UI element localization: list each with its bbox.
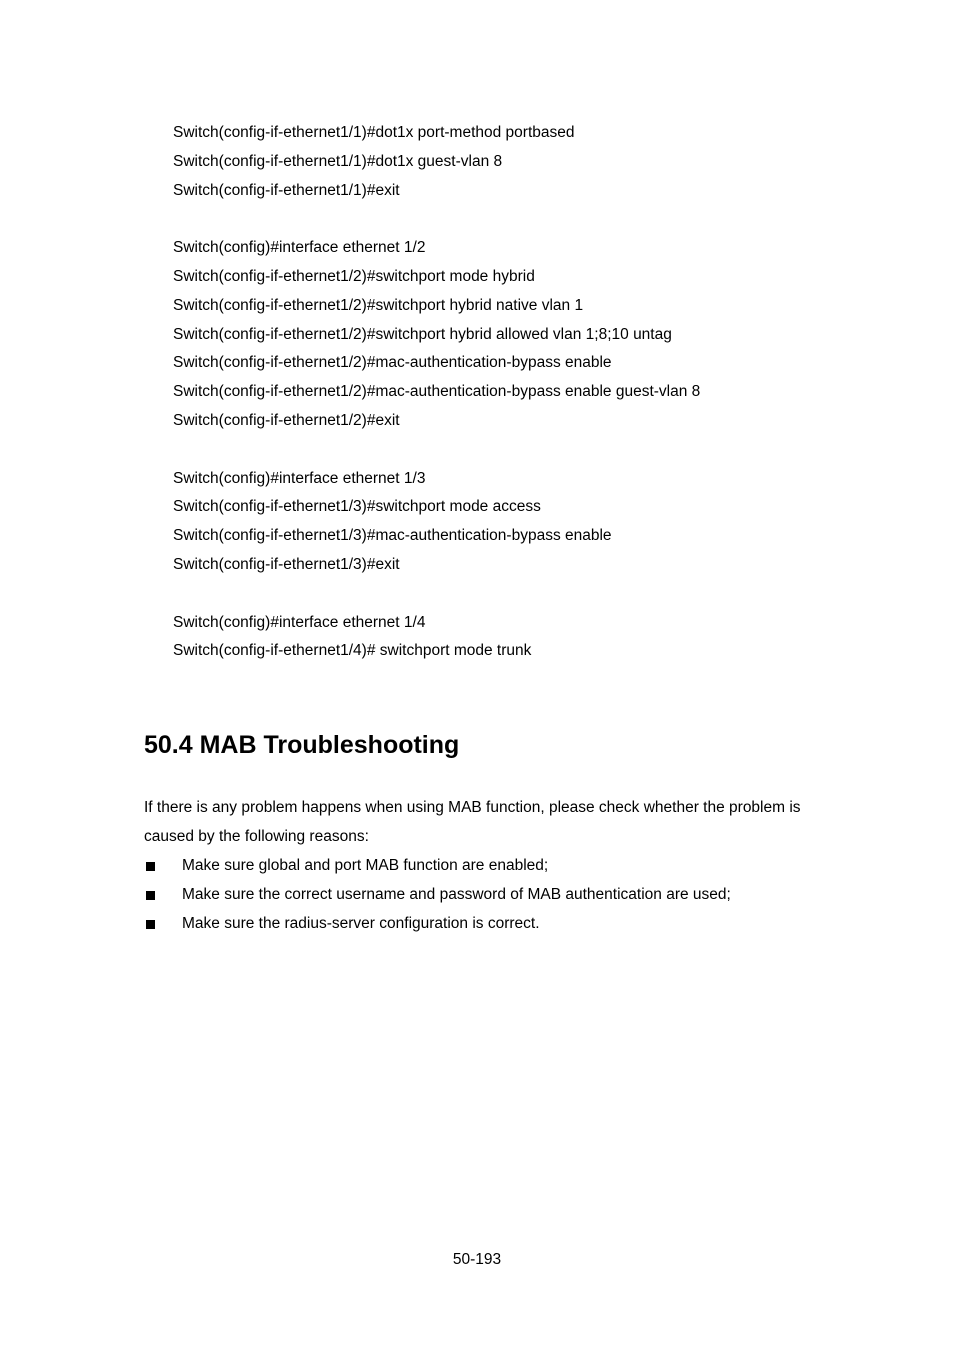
code-line: Switch(config-if-ethernet1/3)#exit (173, 555, 400, 573)
page-number: 50-193 (452, 1251, 502, 1268)
code-line: Switch(config-if-ethernet1/3)#switchport mode access (173, 498, 541, 516)
code-line: Switch(config)#interface ethernet 1/2 (173, 239, 426, 257)
code-line: Switch(config)#interface ethernet 1/3 (173, 469, 426, 487)
list-item (144, 910, 844, 939)
code-line: Switch(config-if-ethernet1/2)#switchport hybrid allowed vlan 1;8;10 untag (173, 325, 672, 343)
list-item-text: Make sure global and port MAB function are enabled; (182, 857, 549, 874)
list-item (144, 881, 844, 910)
code-line: Switch(config-if-ethernet1/4)# switchport mode trunk (173, 642, 532, 660)
code-line: Switch(config-if-ethernet1/2)#switchport mode hybrid (173, 267, 535, 285)
intro-paragraph: If there is any problem happens when using MAB function, please check whether the problem is caused by the following reasons: (144, 799, 801, 845)
code-line: Switch(config-if-ethernet1/2)#mac-authentication-bypass enable guest-vlan 8 (173, 383, 701, 401)
troubleshooting-bullet-list (144, 852, 844, 938)
code-line: Switch(config-if-ethernet1/2)#exit (173, 411, 400, 429)
list-item-text: Make sure the correct username and password of MAB authentication are used; (182, 885, 731, 903)
code-line: Switch(config-if-ethernet1/2)#switchport hybrid native vlan 1 (173, 296, 584, 314)
code-line: Switch(config-if-ethernet1/1)#exit (173, 181, 400, 199)
square-bullet-icon (146, 862, 155, 871)
square-bullet-icon (146, 920, 155, 929)
square-bullet-icon (146, 891, 155, 900)
config-command-block (173, 119, 873, 666)
section-heading: 50.4 MAB Troubleshooting (144, 731, 460, 759)
list-item-text: Make sure the radius-server configuration is correct. (182, 914, 540, 932)
code-line: Switch(config-if-ethernet1/2)#mac-authentication-bypass enable (173, 354, 612, 372)
code-line-blank (173, 580, 873, 609)
list-item (144, 852, 844, 881)
code-line-blank (173, 205, 873, 234)
code-line: Switch(config)#interface ethernet 1/4 (173, 613, 426, 631)
code-line-blank (173, 436, 873, 465)
code-line: Switch(config-if-ethernet1/1)#dot1x guest-vlan 8 (173, 152, 503, 170)
code-line: Switch(config-if-ethernet1/1)#dot1x port-method portbased (173, 124, 575, 141)
code-line: Switch(config-if-ethernet1/3)#mac-authentication-bypass enable (173, 527, 612, 545)
